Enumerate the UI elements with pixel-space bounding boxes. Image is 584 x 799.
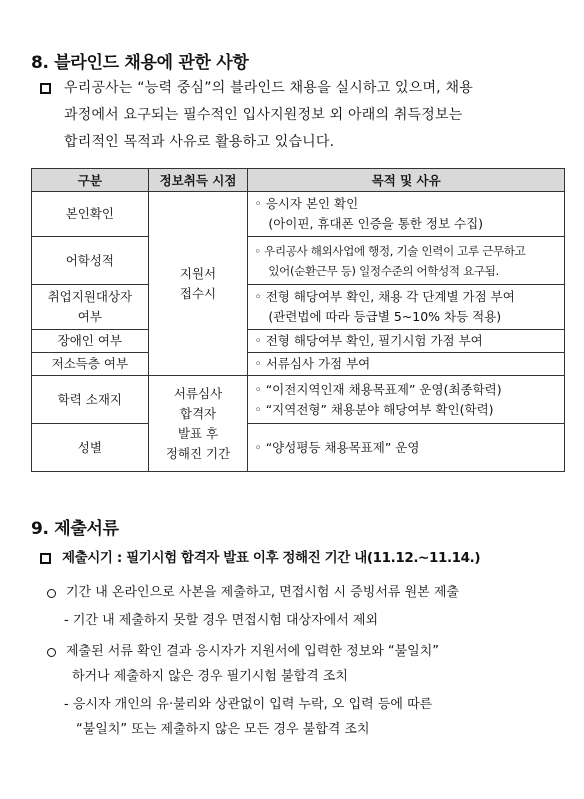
row-category: 학력 소재지 [32, 376, 149, 424]
table-row [32, 424, 565, 472]
submission-item-2-line-1: 제출된 서류 확인 결과 응시자가 지원서에 입력한 정보와 “불일치” [66, 644, 440, 659]
table-row [32, 237, 565, 285]
row-purpose: ◦ 전형 해당여부 확인, 필기시험 가점 부여 [248, 330, 565, 353]
submission-item-2-sub-2: “불일치” 또는 제출하지 않은 모든 경우 불합격 조치 [76, 722, 370, 737]
submission-item-1: 기간 내 온라인으로 사본을 제출하고, 면접시험 시 증빙서류 원본 제출 [66, 585, 459, 600]
table-header-row [32, 169, 565, 192]
row-purpose: ◦ 전형 해당여부 확인, 채용 각 단계별 가점 부여 (관련법에 따라 등급별 5~10% 차등 적용) [248, 285, 565, 330]
submission-timing-heading: 제출시기 : 필기시험 합격자 발표 이후 정해진 기간 내(11.12.~11.14.) [62, 550, 481, 566]
timing-application-submission: 지원서 접수시 [148, 192, 248, 376]
row-purpose: ◦ 서류심사 가점 부여 [248, 353, 565, 376]
header-timing: 정보취득 시점 [148, 169, 248, 192]
row-category: 성별 [32, 424, 149, 472]
checkbox-square-icon [40, 83, 51, 94]
row-category: 저소득층 여부 [32, 353, 149, 376]
table-row [32, 285, 565, 330]
timing-after-document-screening: 서류심사 합격자 발표 후 정해진 기간 [148, 376, 248, 472]
submission-item-1-sub: - 기간 내 제출하지 못할 경우 면접시험 대상자에서 제외 [64, 613, 379, 628]
table-row [32, 353, 565, 376]
header-purpose: 목적 및 사유 [248, 169, 565, 192]
row-category: 어학성적 [32, 237, 149, 285]
row-purpose: ◦ “이전지역인재 채용목표제” 운영(최종학력) ◦ “지역전형” 채용분야 해당여부 확인(학력) [248, 376, 565, 424]
circle-bullet-icon [47, 648, 56, 657]
row-category: 본인확인 [32, 192, 149, 237]
section-8-title: 8. 블라인드 채용에 관한 사항 [31, 53, 249, 73]
blind-hiring-info-table [31, 168, 565, 472]
checkbox-square-icon [40, 553, 51, 564]
table-row [32, 376, 565, 424]
row-purpose: ◦ 응시자 본인 확인 (아이핀, 휴대폰 인증을 통한 정보 수집) [248, 192, 565, 237]
section-8-intro-line-2: 과정에서 요구되는 필수적인 입사지원정보 외 아래의 취득정보는 [64, 107, 463, 123]
header-category: 구분 [32, 169, 149, 192]
submission-item-2-line-2: 하거나 제출하지 않은 경우 필기시험 불합격 조치 [72, 669, 348, 684]
circle-bullet-icon [47, 589, 56, 598]
row-purpose: ◦ 우리공사 해외사업에 행정, 기술 인력이 고루 근무하고 있어(순환근무 등) 일정수준의 어학성적 요구됨. [248, 237, 565, 285]
row-category: 취업지원대상자 여부 [32, 285, 149, 330]
section-8-intro-line-3: 합리적인 목적과 사유로 활용하고 있습니다. [64, 134, 335, 150]
submission-item-2-sub-1: - 응시자 개인의 유·불리와 상관없이 입력 누락, 오 입력 등에 따른 [64, 697, 433, 712]
row-purpose: ◦ “양성평등 채용목표제” 운영 [248, 424, 565, 472]
table-row [32, 192, 565, 237]
table-row [32, 330, 565, 353]
row-category: 장애인 여부 [32, 330, 149, 353]
section-9-title: 9. 제출서류 [31, 519, 119, 539]
section-8-intro-line-1: 우리공사는 “능력 중심”의 블라인드 채용을 실시하고 있으며, 채용 [64, 80, 473, 96]
